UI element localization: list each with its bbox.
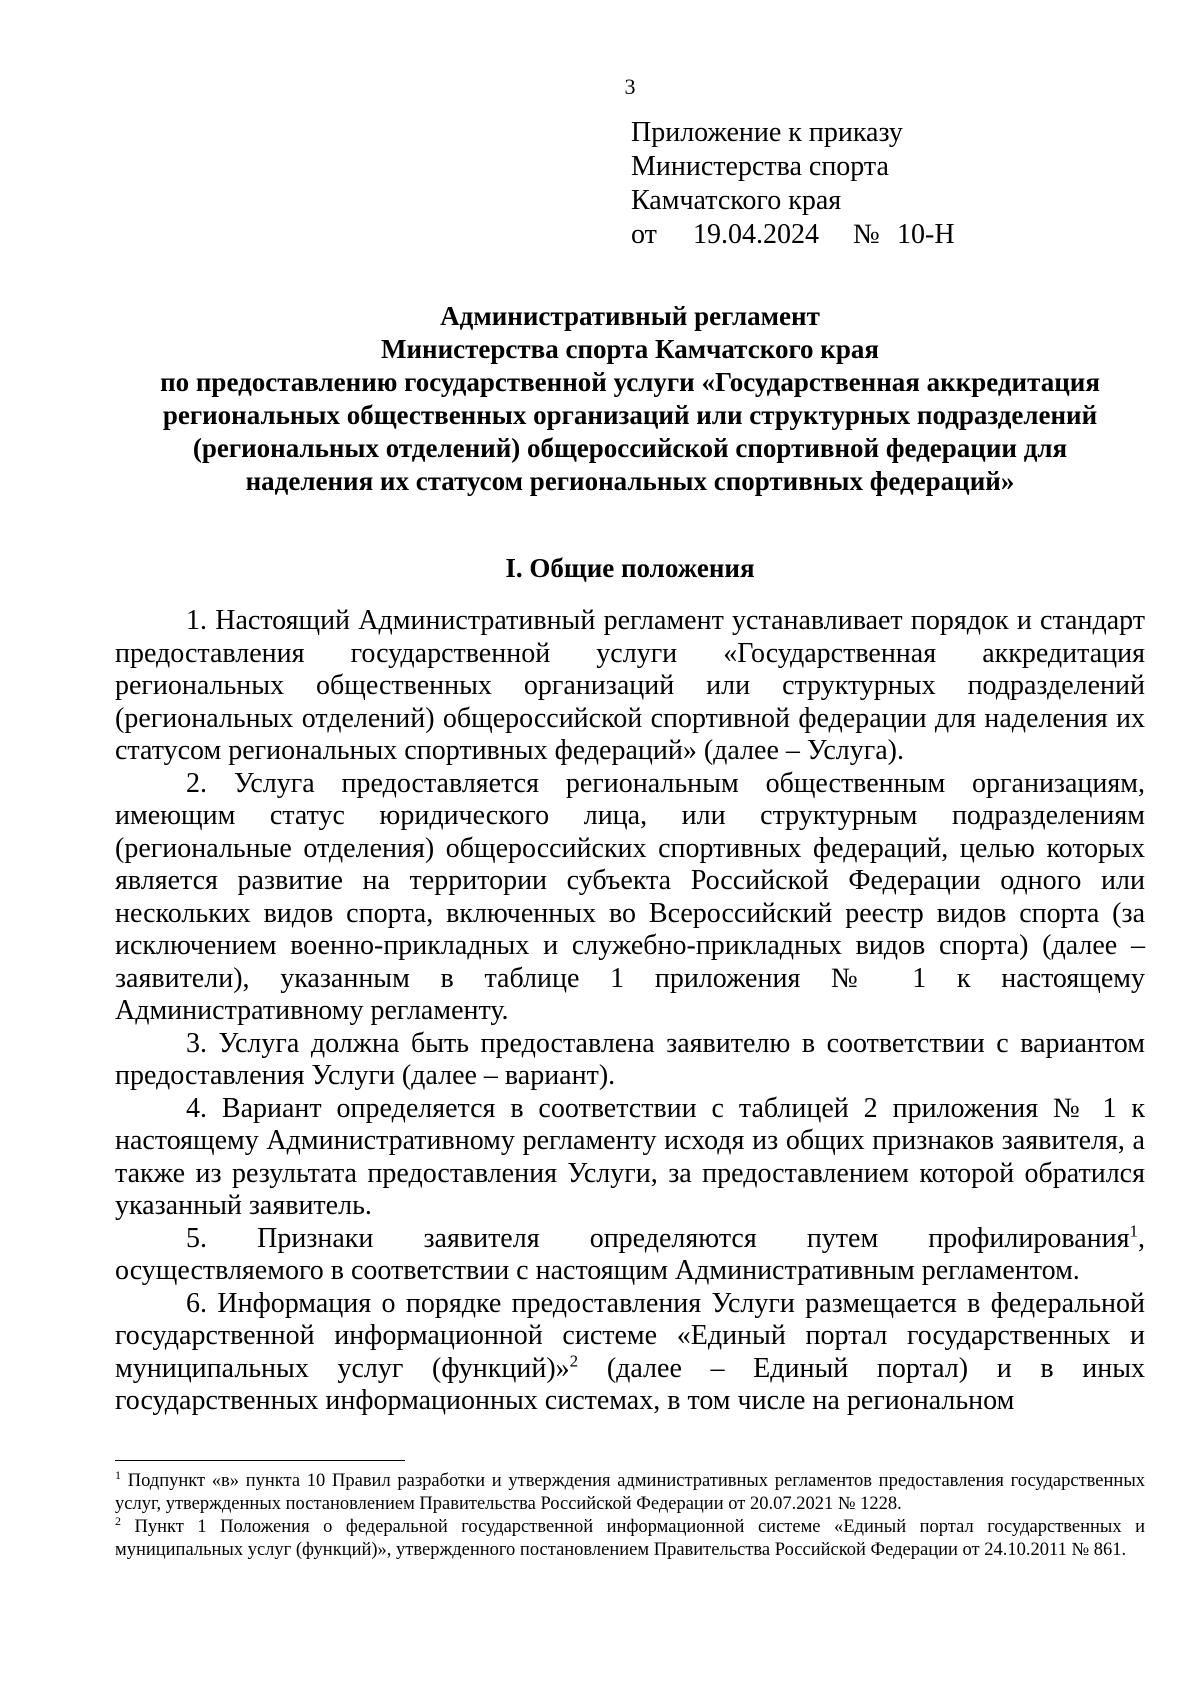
footnote-1	[115, 1467, 1145, 1516]
title-line-3: по предоставлению государственной услуги «Государственная аккредитация	[160, 367, 1100, 397]
paragraph-3: 3. Услуга должна быть предоставлена заявителю в соответствии с вариантом предоставления Услуги (далее – вариант).	[115, 1027, 1145, 1091]
paragraph-2: 2. Услуга предоставляется региональным общественным организациям, имеющим статус юридического лица, или структурным подразделениям (региональные отделения) общероссийских спортивных федераций, целью которых является развитие на территории субъекта Российской Федерации одного или нескольких видов спорта, включенных во Всероссийский реестр видов спорта (за исключением военно-прикладных и служебно-прикладных видов спорта) (далее – заявители), указанным в таблице 1 приложения № 1 к настоящему Административному регламенту.	[115, 767, 1145, 1026]
paragraph-6	[115, 1288, 1145, 1418]
paragraph-5	[115, 1223, 1145, 1288]
appendix-line-1: Приложение к приказу	[631, 117, 903, 148]
footnote-1-text: Подпункт «в» пункта 10 Правил разработки и утверждения административных регламентов предоставления государственных услуг, утвержденных постановлением Правительства Российской Федерации от 20.07.2021 № 1228.	[115, 1471, 1145, 1514]
section-heading: I. Общие положения	[505, 553, 755, 583]
paragraph-5-text-a: 5. Признаки заявителя определяются путем профилирования	[186, 1222, 1130, 1254]
paragraph-4: 4. Вариант определяется в соответствии с таблицей 2 приложения № 1 к настоящему Административному регламенту исходя из общих признаков заявителя, а также из результата предоставления Услуги, за предоставлением которой обратился указанный заявитель.	[115, 1092, 1145, 1221]
paragraph-5-text-b: , осуществляемого в соответствии с настоящим Административным регламентом.	[115, 1222, 1145, 1286]
page-number: 3	[624, 74, 636, 99]
footnotes	[115, 1467, 1145, 1562]
order-from-label: от	[631, 219, 657, 250]
footnote-ref-2: 2	[569, 1351, 579, 1371]
footnote-2-mark: 2	[115, 1513, 121, 1528]
footnote-1-mark: 1	[115, 1467, 121, 1482]
title-line-5: (региональных отделений) общероссийской спортивной федерации для	[192, 433, 1068, 463]
appendix-order-line	[631, 218, 955, 252]
order-number-label: №	[853, 219, 880, 250]
body-text	[115, 605, 1145, 1418]
order-number: 10-Н	[897, 219, 955, 250]
appendix-line-2: Министерства спорта	[631, 151, 889, 182]
title-line-6: наделения их статусом региональных спортивных федераций»	[245, 466, 1015, 496]
paragraph-1: 1. Настоящий Административный регламент устанавливает порядок и стандарт предоставления государственной услуги «Государственная аккредитация региональных общественных организаций или структурных подразделений (региональных отделений) общероссийской спортивной федерации для наделения их статусом региональных спортивных федераций» (далее – Услуга).	[115, 605, 1145, 766]
appendix-line-3: Камчатского края	[631, 185, 842, 216]
footnote-separator	[115, 1460, 405, 1461]
title-line-2: Министерства спорта Камчатского края	[381, 334, 879, 364]
title-line-1: Административный регламент	[440, 301, 820, 331]
footnote-2	[115, 1513, 1145, 1562]
title-line-4: региональных общественных организаций или структурных подразделений	[162, 400, 1098, 430]
order-date: 19.04.2024	[693, 219, 819, 250]
paragraph-6-text-b: (далее – Единый портал) и в иных государственных информационных системах, в том числе на региональном	[115, 1352, 1146, 1416]
footnote-ref-1: 1	[1129, 1221, 1138, 1241]
appendix-block	[631, 116, 955, 252]
footnote-2-text: Пункт 1 Положения о федеральной государственной информационной системе «Единый портал государственных и муниципальных услуг (функций)», утвержденного постановлением Правительства Российской Федерации от 24.10.2011 № 861.	[115, 1517, 1145, 1560]
document-title	[115, 300, 1145, 498]
paragraph-6-text-a: 6. Информация о порядке предоставления Услуги размещается в федеральной государственной информационной системе «Единый портал государственных и муниципальных услуг (функций)»	[115, 1287, 1145, 1384]
